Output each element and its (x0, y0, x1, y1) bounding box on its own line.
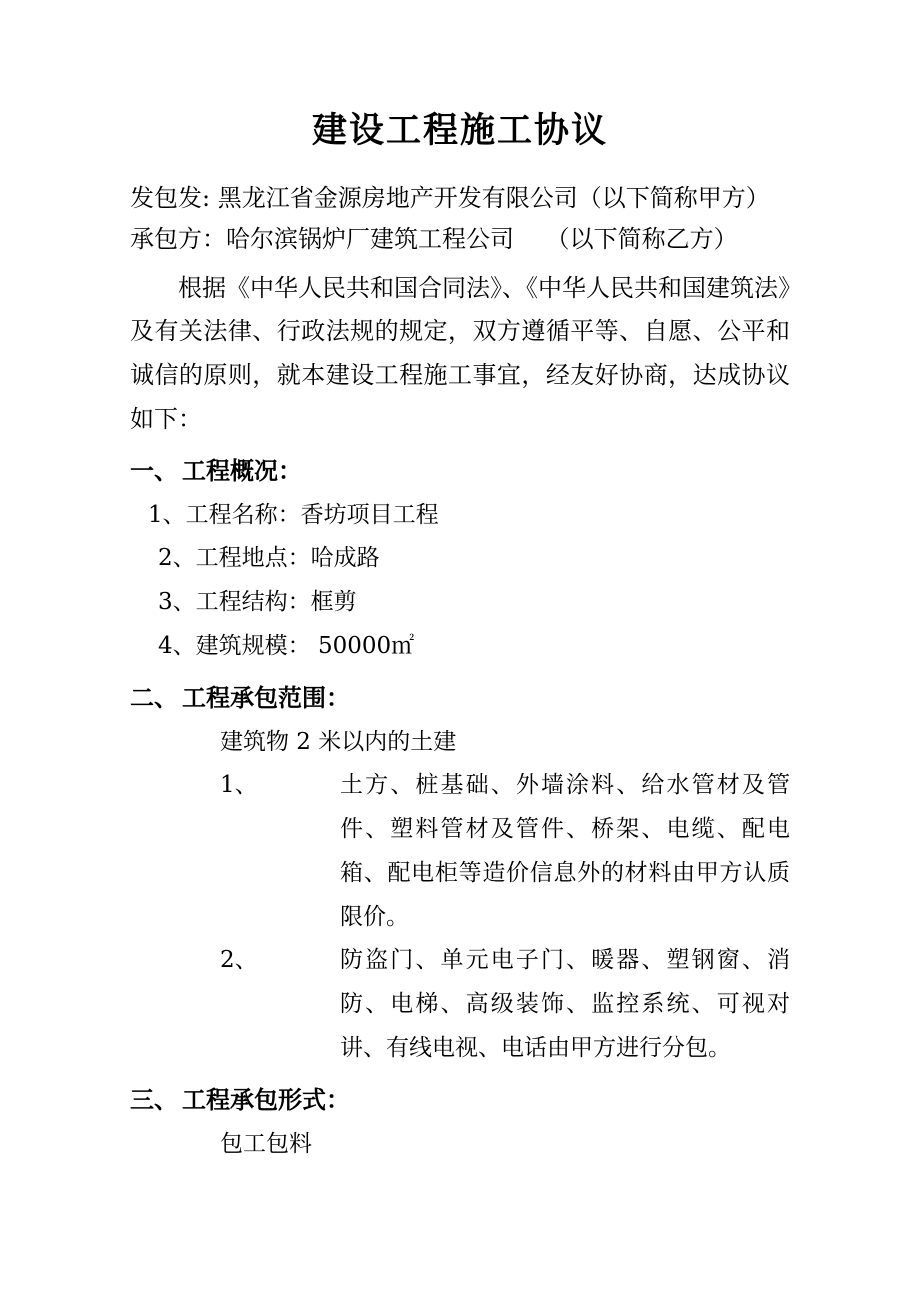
list-item: 2、工程地点：哈成路 (158, 545, 380, 572)
section-heading-1 (130, 449, 790, 493)
preamble-paragraph: 根据《中华人民共和国合同法》、《中华人民共和国建筑法》及有关法律、行政法规的规定，双方遵循平等、自愿、公平和诚信的原则，就本建设工程施工事宜，经友好协商，达成协议如下： (130, 273, 790, 433)
section-title-1: 工程概况： (182, 456, 302, 486)
party-line-employer: 发包发: 黑龙江省金源房地产开发有限公司（以下简称甲方） (130, 184, 770, 212)
list-item (130, 939, 790, 1070)
section-heading-3 (130, 1078, 790, 1122)
section-title-3: 工程承包形式： (182, 1085, 350, 1115)
section-number-2: 二、 (130, 683, 178, 713)
list-item: 1、工程名称：香坊项目工程 (148, 501, 439, 528)
list-item-text: 防盗门、单元电子门、暖器、塑钢窗、消防、电梯、高级装饰、监控系统、可视对讲、有线电视、电话由甲方进行分包。 (340, 947, 790, 1061)
list-item: 3、工程结构：框剪 (158, 588, 357, 615)
section-2-lead-text: 建筑物 2 米以内的土建 (220, 728, 457, 755)
page-title: 建设工程施工协议 (311, 110, 608, 151)
section-title-2: 工程承包范围： (182, 683, 350, 713)
list-item: 4、建筑规模： 50000㎡ (158, 632, 415, 659)
list-item-text: 土方、桩基础、外墙涂料、给水管材及管件、塑料管材及管件、桥架、电缆、配电箱、配电柜等造价信息外的材料由甲方认质限价。 (340, 772, 790, 930)
section-heading-2 (130, 676, 790, 720)
section-3-lead-text: 包工包料 (220, 1130, 312, 1157)
section-number-3: 三、 (130, 1085, 178, 1115)
party-line-contractor: 承包方：哈尔滨锅炉厂建筑工程公司 （以下简称乙方） (130, 225, 738, 254)
list-item-number: 2、 (220, 947, 258, 974)
list-item-number: 1、 (220, 772, 258, 799)
section-number-1: 一、 (130, 456, 178, 486)
list-item (130, 764, 790, 939)
